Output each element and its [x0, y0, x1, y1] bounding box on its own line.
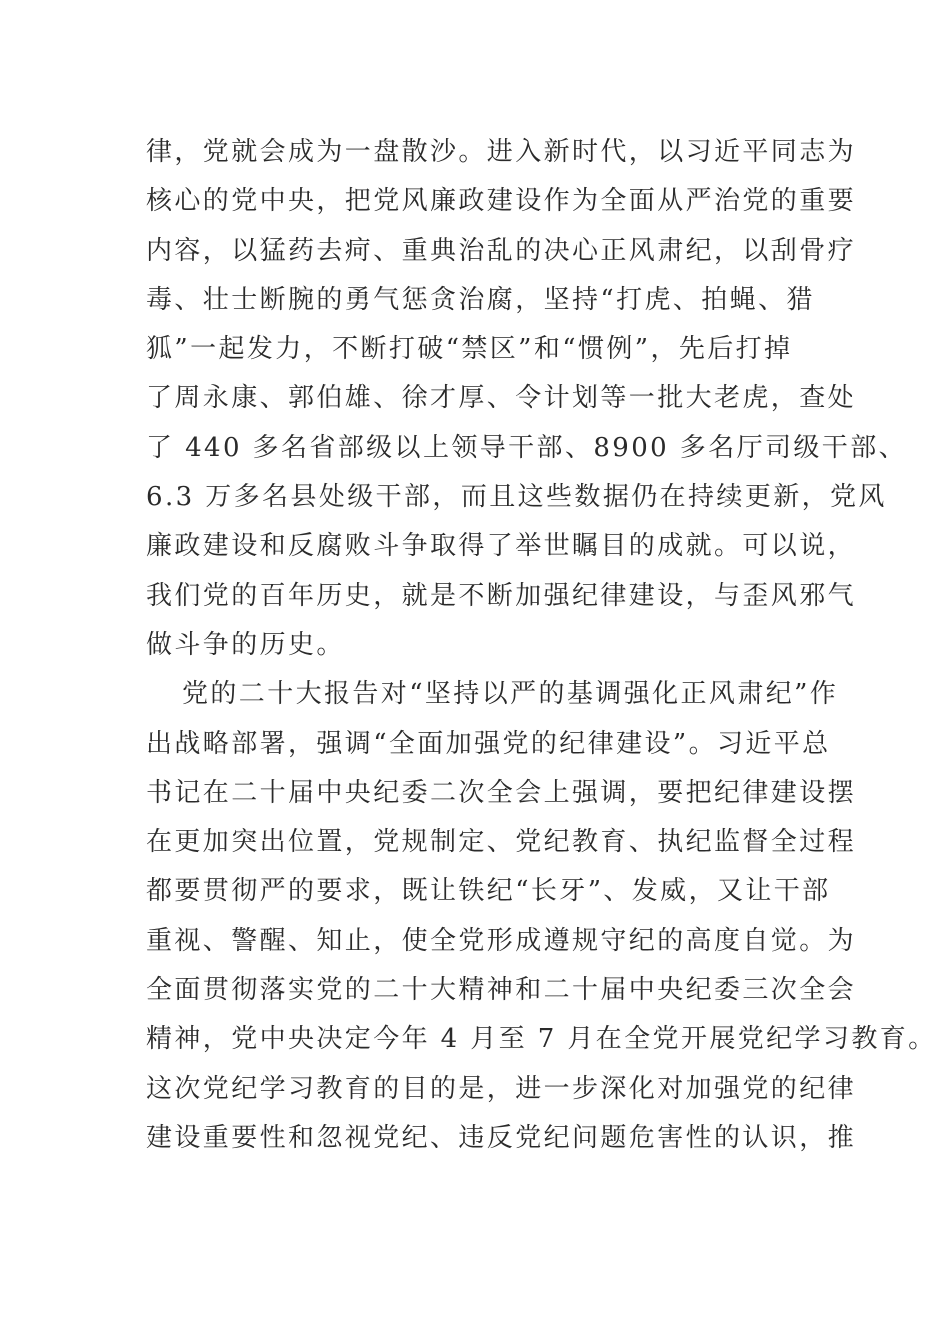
document-body [146, 128, 937, 1163]
text-line: 书记在二十届中央纪委二次全会上强调，要把纪律建设摆 [146, 777, 857, 808]
text-line: 毒、壮士断腕的勇气惩贪治腐，坚持“打虎、拍蝇、猎 [146, 284, 815, 315]
paragraph-start-line: 党的二十大报告对“坚持以严的基调强化正风肃纪”作 [182, 679, 839, 710]
text-line: 做斗争的历史。 [146, 629, 345, 660]
text-line: 6.3 万多名县处级干部，而且这些数据仍在持续更新，党风 [146, 482, 887, 513]
text-line: 在更加突出位置，党规制定、党纪教育、执纪监督全过程 [146, 827, 857, 858]
text-line: 重视、警醒、知止，使全党形成遵规守纪的高度自觉。为 [146, 925, 857, 956]
text-line: 了 440 多名省部级以上领导干部、8900 多名厅司级干部、 [146, 432, 907, 463]
text-line: 这次党纪学习教育的目的是，进一步深化对加强党的纪律 [146, 1073, 857, 1104]
text-line: 出战略部署，强调“全面加强党的纪律建设”。习近平总 [146, 728, 831, 759]
text-line: 全面贯彻落实党的二十大精神和二十届中央纪委三次全会 [146, 975, 857, 1006]
text-line: 都要贯彻严的要求，既让铁纪“长牙”、发威，又让干部 [146, 876, 831, 907]
text-line: 我们党的百年历史，就是不断加强纪律建设，与歪风邪气 [146, 580, 857, 611]
text-line: 内容，以猛药去疴、重典治乱的决心正风肃纪，以刮骨疗 [146, 235, 857, 266]
text-line: 廉政建设和反腐败斗争取得了举世瞩目的成就。可以说， [146, 531, 857, 562]
text-line: 律，党就会成为一盘散沙。进入新时代，以习近平同志为 [146, 137, 857, 167]
text-line: 建设重要性和忽视党纪、违反党纪问题危害性的认识，推 [146, 1122, 857, 1153]
text-line: 精神，党中央决定今年 4 月至 7 月在全党开展党纪学习教育。 [146, 1024, 937, 1055]
text-line: 了周永康、郭伯雄、徐才厚、令计划等一批大老虎，查处 [146, 383, 857, 414]
text-line: 核心的党中央，把党风廉政建设作为全面从严治党的重要 [146, 186, 857, 217]
text-line: 狐”一起发力，不断打破“禁区”和“惯例”，先后打掉 [146, 334, 793, 365]
